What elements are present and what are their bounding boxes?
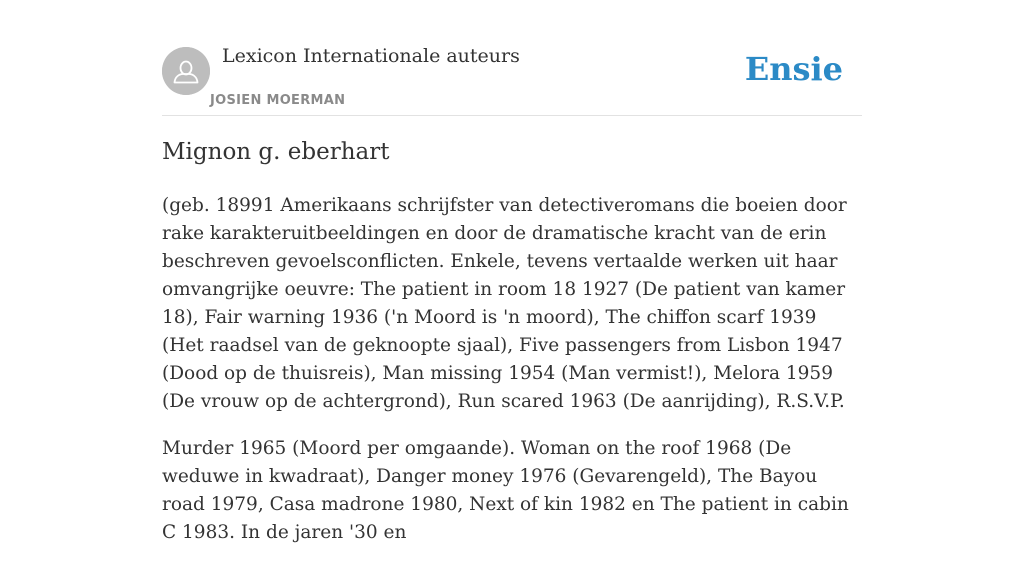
paragraph: Murder 1965 (Moord per omgaande). Woman on the roof 1968 (De weduwe in kwadraat), Danger money 1976 (Gevarengeld), The Bayou road 1979, Casa madrone 1980, Next of kin 1982 en The patient in cabin C 1983. In de jaren '30 en bbox=[162, 438, 849, 543]
header bbox=[162, 0, 862, 116]
user-placeholder-icon[interactable] bbox=[162, 47, 210, 95]
author-name[interactable]: JOSIEN MOERMAN bbox=[210, 93, 346, 108]
content-container bbox=[162, 0, 862, 543]
article-body bbox=[162, 192, 862, 566]
paragraph: (geb. 18991 Amerikaans schrijfster van detectiveromans die boeien door rake karakteruitbeeldingen en door de dramatische kracht van de erin beschreven gevoelsconflicten. Enkele, tevens vertaalde werken uit haar omvangrijke oeuvre: The patient in room 18 1927 (De patient van kamer 18), Fair warning 1936 ('n Moord is 'n moord), The chiffon scarf 1939 (Het raadsel van de geknoopte sjaal), Five passengers from Lisbon 1947 (Dood op de thuisreis), Man missing 1954 (Man vermist!), Melora 1959 (De vrouw op de achtergrond), Run scared 1963 (De aanrijding), R.S.V.P. bbox=[162, 195, 847, 412]
book-title[interactable]: Lexicon Internationale auteurs bbox=[222, 45, 520, 67]
ensie-logo[interactable]: Ensie bbox=[744, 50, 843, 88]
article-title: Mignon g. eberhart bbox=[162, 139, 390, 165]
